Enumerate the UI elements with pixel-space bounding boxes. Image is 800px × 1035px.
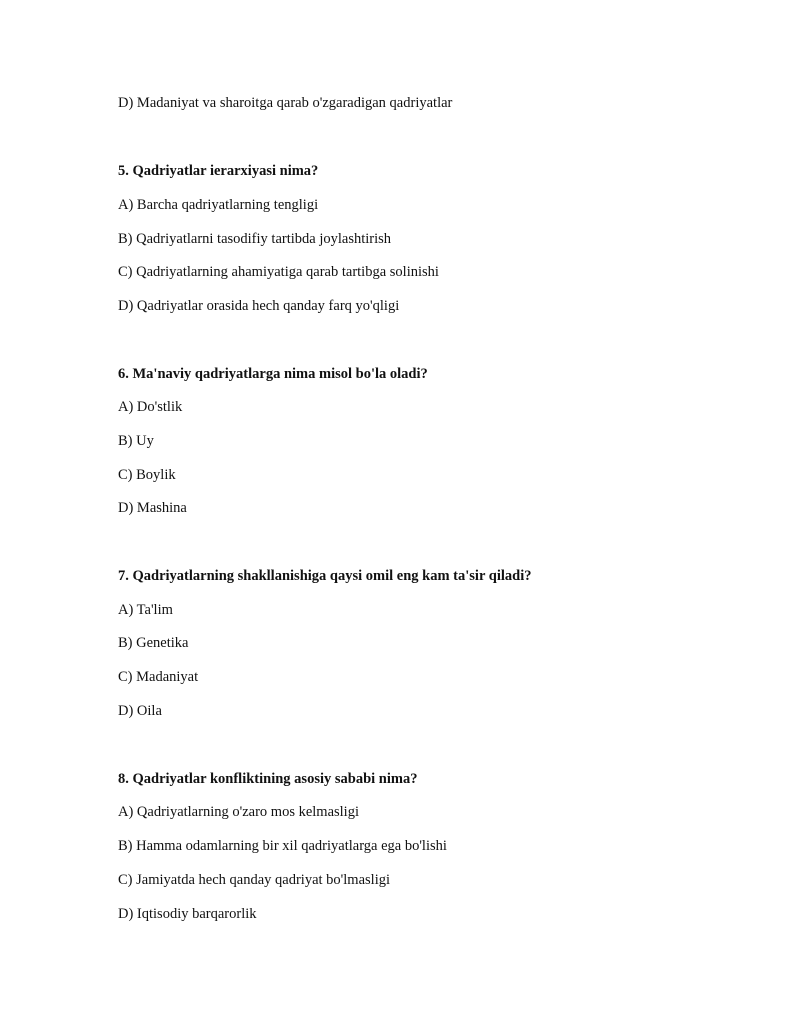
- question-6-option-a: A) Do'stlik: [118, 399, 183, 415]
- question-6-option-d: D) Mashina: [118, 500, 187, 516]
- question-7-option-d: D) Oila: [118, 703, 162, 719]
- question-5-option-c: C) Qadriyatlarning ahamiyatiga qarab tartibga solinishi: [118, 264, 439, 280]
- question-5-text: 5. Qadriyatlar ierarxiyasi nima?: [118, 163, 319, 179]
- question-8-text: 8. Qadriyatlar konfliktining asosiy sababi nima?: [118, 771, 418, 787]
- question-7-option-a: A) Ta'lim: [118, 602, 173, 618]
- question-8-option-c: C) Jamiyatda hech qanday qadriyat bo'lmasligi: [118, 872, 390, 888]
- question-5-option-d: D) Qadriyatlar orasida hech qanday farq yo'qligi: [118, 298, 400, 314]
- question-7-text: 7. Qadriyatlarning shakllanishiga qaysi omil eng kam ta'sir qiladi?: [118, 568, 532, 584]
- question-8-option-a: A) Qadriyatlarning o'zaro mos kelmasligi: [118, 804, 359, 820]
- question-6-text: 6. Ma'naviy qadriyatlarga nima misol bo'la oladi?: [118, 366, 428, 382]
- question-7-option-b: B) Genetika: [118, 635, 189, 651]
- question-5-option-b: B) Qadriyatlarni tasodifiy tartibda joylashtirish: [118, 231, 392, 247]
- question-8-option-d: D) Iqtisodiy barqarorlik: [118, 906, 257, 922]
- option-d-carryover: D) Madaniyat va sharoitga qarab o'zgaradigan qadriyatlar: [118, 95, 453, 111]
- question-7-option-c: C) Madaniyat: [118, 669, 199, 685]
- question-8-option-b: B) Hamma odamlarning bir xil qadriyatlarga ega bo'lishi: [118, 838, 447, 854]
- question-6-option-b: B) Uy: [118, 433, 154, 449]
- question-6-option-c: C) Boylik: [118, 467, 176, 483]
- question-5-option-a: A) Barcha qadriyatlarning tengligi: [118, 197, 319, 213]
